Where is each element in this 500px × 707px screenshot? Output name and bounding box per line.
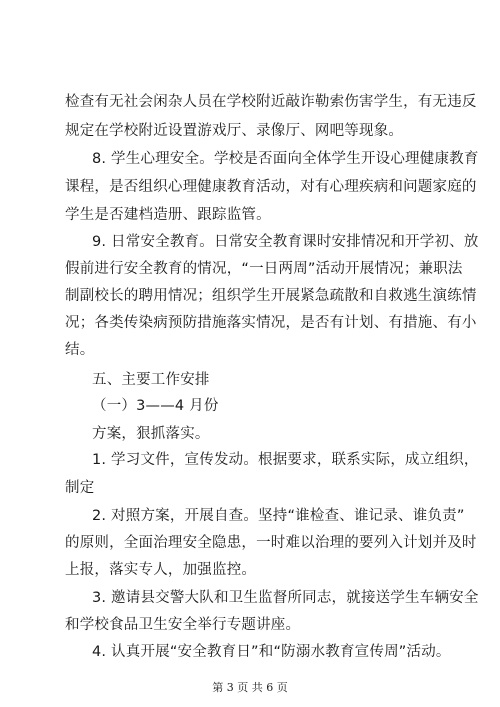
text-line: 8. 学生心理安全。学校是否面向全体学生开设心理健康教育	[92, 151, 479, 167]
text-line: 上报，落实专人，加强监控。	[65, 562, 257, 578]
text-line: 况；各类传染病预防措施落实情况，是否有计划、有措施、有小	[65, 315, 477, 331]
text-line: 方案，狠抓落实。	[92, 426, 210, 442]
section-heading: 五、主要工作安排	[92, 372, 210, 388]
text-line: 制定	[65, 480, 95, 496]
page-footer: 第 3 页 共 6 页	[212, 681, 288, 694]
text-line: 学生是否建档造册、跟踪监管。	[65, 207, 271, 223]
subsection-heading: （一）3——4 月份	[92, 398, 219, 414]
text-line: 规定在学校附近设置游戏厅、录像厅、网吧等现象。	[65, 123, 404, 139]
text-line: 的原则，全面治理安全隐患，一时难以治理的要列入计划并及时	[65, 535, 477, 551]
text-line: 3. 邀请县交警大队和卫生监督所同志，就接送学生车辆安全	[92, 590, 479, 606]
text-line: 1. 学习文件，宣传发动。根据要求，联系实际，成立组织，	[92, 452, 479, 468]
text-line: 和学校食品卫生安全举行专题讲座。	[65, 617, 301, 633]
text-line: 9. 日常安全教育。日常安全教育课时安排情况和开学初、放	[92, 234, 479, 250]
text-line: 检查有无社会闲杂人员在学校附近敲诈勒索伤害学生，有无违反	[65, 94, 477, 110]
text-line: 假前进行安全教育的情况，“一日两周”活动开展情况；兼职法	[65, 261, 463, 277]
text-line: 2. 对照方案，开展自查。坚持“谁检查、谁记录、谁负责”	[92, 508, 465, 524]
text-line: 4. 认真开展“安全教育日”和“防溺水教育宣传周”活动。	[92, 644, 451, 660]
text-line: 制副校长的聘用情况；组织学生开展紧急疏散和自救逃生演练情	[65, 288, 477, 304]
text-line: 结。	[65, 342, 95, 358]
text-line: 课程，是否组织心理健康教育活动，对有心理疾病和问题家庭的	[65, 179, 477, 195]
